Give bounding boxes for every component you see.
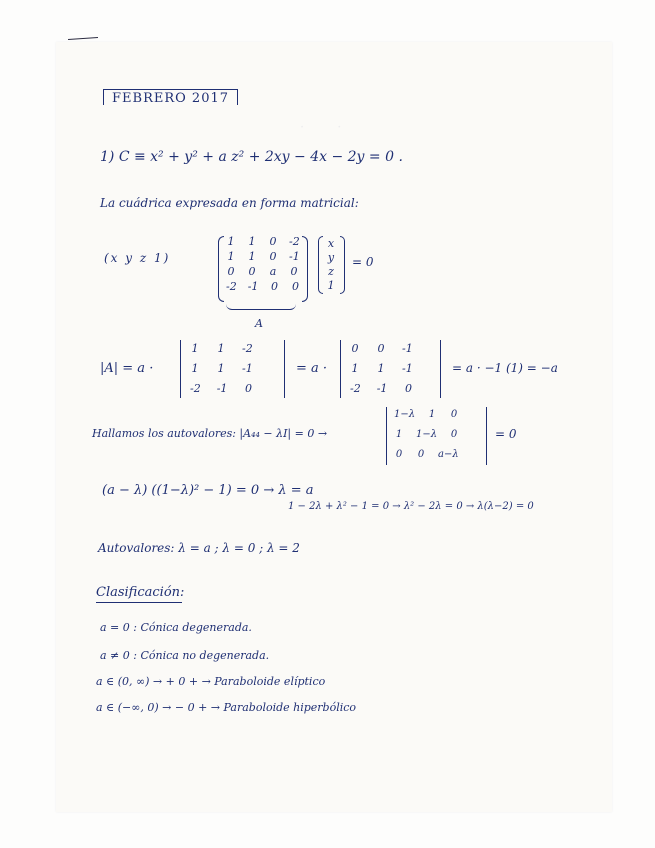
class-item: a ≠ 0 : Cónica no degenerada. [100, 649, 270, 662]
page-title [103, 89, 238, 105]
det-result: = a · −1 (1) = −a [452, 361, 558, 375]
classification-underline [96, 602, 182, 603]
intro-text: La cuádrica expresada en forma matricial: [100, 196, 359, 210]
bleed-through: · · [300, 120, 342, 135]
cell: -2 [289, 235, 300, 248]
cell: -2 [226, 280, 237, 293]
cell: 1 [327, 279, 335, 292]
cell: 1−λ [394, 409, 416, 420]
det1-right-bar [284, 340, 285, 398]
problem-statement: 1) C ≡ x² + y² + a z² + 2xy − 4x − 2y = 0 . [100, 149, 403, 165]
cell: 1 [248, 250, 256, 263]
cell: 1 [191, 362, 199, 375]
cell: a−λ [438, 449, 459, 460]
col-vector-left-bracket [318, 236, 323, 294]
cell: 0 [291, 280, 299, 293]
cell: 0 [244, 382, 252, 395]
cell: -1 [247, 280, 259, 293]
cell: 0 [450, 409, 458, 420]
matrix-label: A [255, 317, 263, 330]
eig-left-bar [386, 407, 387, 465]
eig-right-bar [486, 407, 487, 465]
page-title-text: FEBRERO 2017 [112, 91, 230, 106]
col-vector [326, 238, 336, 291]
cell: a [269, 265, 277, 278]
matrix-a [226, 236, 300, 292]
cell: 1 [395, 429, 403, 440]
eig-matrix [394, 410, 459, 460]
pen-stroke [68, 37, 98, 40]
char-equation: (a − λ) ((1−λ)² − 1) = 0 → λ = a [102, 483, 314, 498]
det-lhs: |A| = a · [100, 361, 154, 376]
cell: 0 [290, 265, 298, 278]
cell: 1 [227, 250, 235, 263]
cell: 0 [227, 265, 235, 278]
row-vector: (x y z 1) [104, 251, 171, 265]
cell: 1−λ [416, 429, 438, 440]
cell: -1 [402, 362, 413, 375]
cell: -1 [289, 250, 300, 263]
cell: 0 [450, 429, 458, 440]
cell: -1 [376, 382, 388, 395]
class-item: a ∈ (0, ∞) → + 0 + → Paraboloide elíptico [96, 675, 326, 688]
det-matrix-1 [190, 343, 253, 394]
cell: 0 [270, 280, 278, 293]
cell: 0 [269, 235, 277, 248]
cell: 1 [217, 362, 225, 375]
class-item: a = 0 : Cónica degenerada. [100, 621, 252, 634]
cell: 0 [269, 250, 277, 263]
det2-left-bar [340, 340, 341, 398]
cell: y [327, 251, 335, 264]
matrix-a-left-bracket [218, 236, 224, 302]
eig-equals: = 0 [495, 427, 517, 441]
cell: 1 [248, 235, 256, 248]
underbrace [226, 304, 296, 310]
cell: 0 [377, 342, 385, 355]
cell: z [328, 265, 334, 278]
cell: 0 [351, 342, 359, 355]
equals-zero: = 0 [352, 255, 374, 269]
det-eq-a: = a · [296, 361, 328, 376]
cell: -2 [190, 382, 201, 395]
cell: -1 [242, 362, 253, 375]
eig-text: Hallamos los autovalores: |A₄₄ − λI| = 0 → [92, 427, 328, 440]
classification-title: Clasificación: [96, 585, 185, 600]
cell: 1 [191, 342, 199, 355]
cell: -1 [402, 342, 413, 355]
det-matrix-2 [350, 343, 413, 394]
class-item: a ∈ (−∞, 0) → − 0 + → Paraboloide hiperbólico [96, 701, 357, 714]
cell: -2 [242, 342, 253, 355]
cell: 1 [377, 362, 385, 375]
char-equation-2: 1 − 2λ + λ² − 1 = 0 → λ² − 2λ = 0 → λ(λ−2) = 0 [288, 501, 534, 512]
det2-right-bar [440, 340, 441, 398]
cell: -2 [350, 382, 361, 395]
cell: 1 [217, 342, 225, 355]
cell: 1 [227, 235, 235, 248]
cell: 1 [351, 362, 359, 375]
det1-left-bar [180, 340, 181, 398]
cell: x [327, 237, 335, 250]
cell: 1 [428, 409, 436, 420]
matrix-a-right-bracket [302, 236, 308, 302]
cell: 0 [248, 265, 256, 278]
cell: 0 [395, 449, 403, 460]
col-vector-right-bracket [340, 236, 345, 294]
cell: -1 [216, 382, 228, 395]
eigenvalues: Autovalores: λ = a ; λ = 0 ; λ = 2 [98, 541, 300, 555]
cell: 0 [417, 449, 425, 460]
cell: 0 [404, 382, 412, 395]
